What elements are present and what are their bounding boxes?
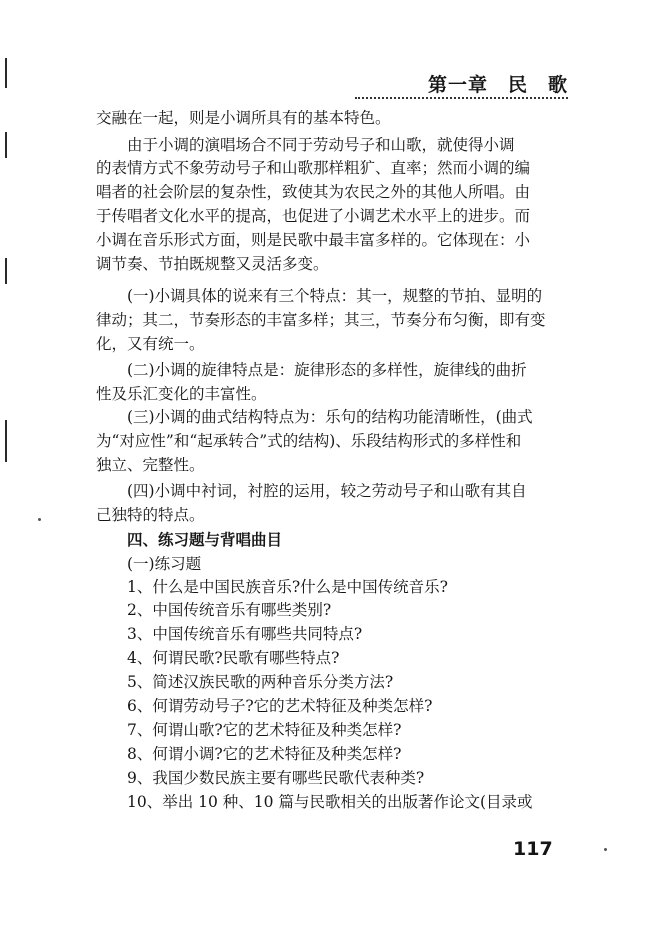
paragraph-line: 性及乐汇变化的丰富性。 <box>96 385 267 403</box>
paragraph-line: (四)小调中衬词，衬腔的运用，较之劳动号子和山歌有其自 <box>127 482 527 500</box>
scan-edge-mark <box>5 258 7 284</box>
question-item: 1、什么是中国民族音乐?什么是中国传统音乐? <box>127 578 448 596</box>
question-item: 7、何谓山歌?它的艺术特征及种类怎样? <box>127 721 402 739</box>
paragraph-line: 调节奏、节拍既规整又灵活多变。 <box>96 255 329 273</box>
scan-speck <box>604 848 607 851</box>
paragraph-line: 交融在一起，则是小调所具有的基本特色。 <box>96 109 391 127</box>
page-number: 117 <box>513 838 553 860</box>
question-item: 9、我国少数民族主要有哪些民歌代表种类? <box>127 769 425 787</box>
question-item: 4、何谓民歌?民歌有哪些特点? <box>127 649 340 667</box>
scan-edge-mark <box>5 58 7 88</box>
header-rule <box>355 97 568 99</box>
section-title: 四、练习题与背唱曲目 <box>127 530 283 549</box>
question-item: 5、简述汉族民歌的两种音乐分类方法? <box>127 673 394 691</box>
paragraph-line: 唱者的社会阶层的复杂性，致使其为农民之外的其他人所唱。由 <box>96 183 531 201</box>
question-item: 2、中国传统音乐有哪些类别? <box>127 601 332 619</box>
paragraph-line: (二)小调的旋律特点是：旋律形态的多样性，旋律线的曲折 <box>127 361 527 379</box>
question-item: 3、中国传统音乐有哪些共同特点? <box>127 625 363 643</box>
scan-edge-mark <box>5 420 7 462</box>
section-subtitle: (一)练习题 <box>127 555 202 573</box>
paragraph-line: 化，又有统一。 <box>96 335 205 353</box>
paragraph-line: 于传唱者文化水平的提高，也促进了小调艺术水平上的进步。而 <box>96 207 531 225</box>
question-item: 6、何谓劳动号子?它的艺术特征及种类怎样? <box>127 697 433 715</box>
question-item: 8、何谓小调?它的艺术特征及种类怎样? <box>127 745 402 763</box>
paragraph-line: 己独特的特点。 <box>96 506 205 524</box>
paragraph-line: 独立、完整性。 <box>96 456 205 474</box>
paragraph-line: 小调在音乐形式方面，则是民歌中最丰富多样的。它体现在：小 <box>96 231 531 249</box>
chapter-header: 第一章 民 歌 <box>427 74 568 96</box>
paragraph-line: (一)小调具体的说来有三个特点：其一，规整的节拍、显明的 <box>127 287 543 305</box>
scan-speck <box>38 518 41 521</box>
question-item: 10、举出 10 种、10 篇与民歌相关的出版著作论文(目录或 <box>127 793 533 811</box>
scan-edge-mark <box>5 132 7 158</box>
paragraph-line: 由于小调的演唱场合不同于劳动号子和山歌，就使得小调 <box>127 136 515 154</box>
paragraph-line: 为“对应性”和“起承转合”式的结构)、乐段结构形式的多样性和 <box>96 432 522 450</box>
paragraph-line: 的表情方式不象劳动号子和山歌那样粗犷、直率；然而小调的编 <box>96 159 531 177</box>
paragraph-line: 律动；其二，节奏形态的丰富多样；其三，节奏分布匀衡，即有变 <box>96 311 546 329</box>
paragraph-line: (三)小调的曲式结构特点为：乐句的结构功能清晰性，(曲式 <box>127 408 533 426</box>
